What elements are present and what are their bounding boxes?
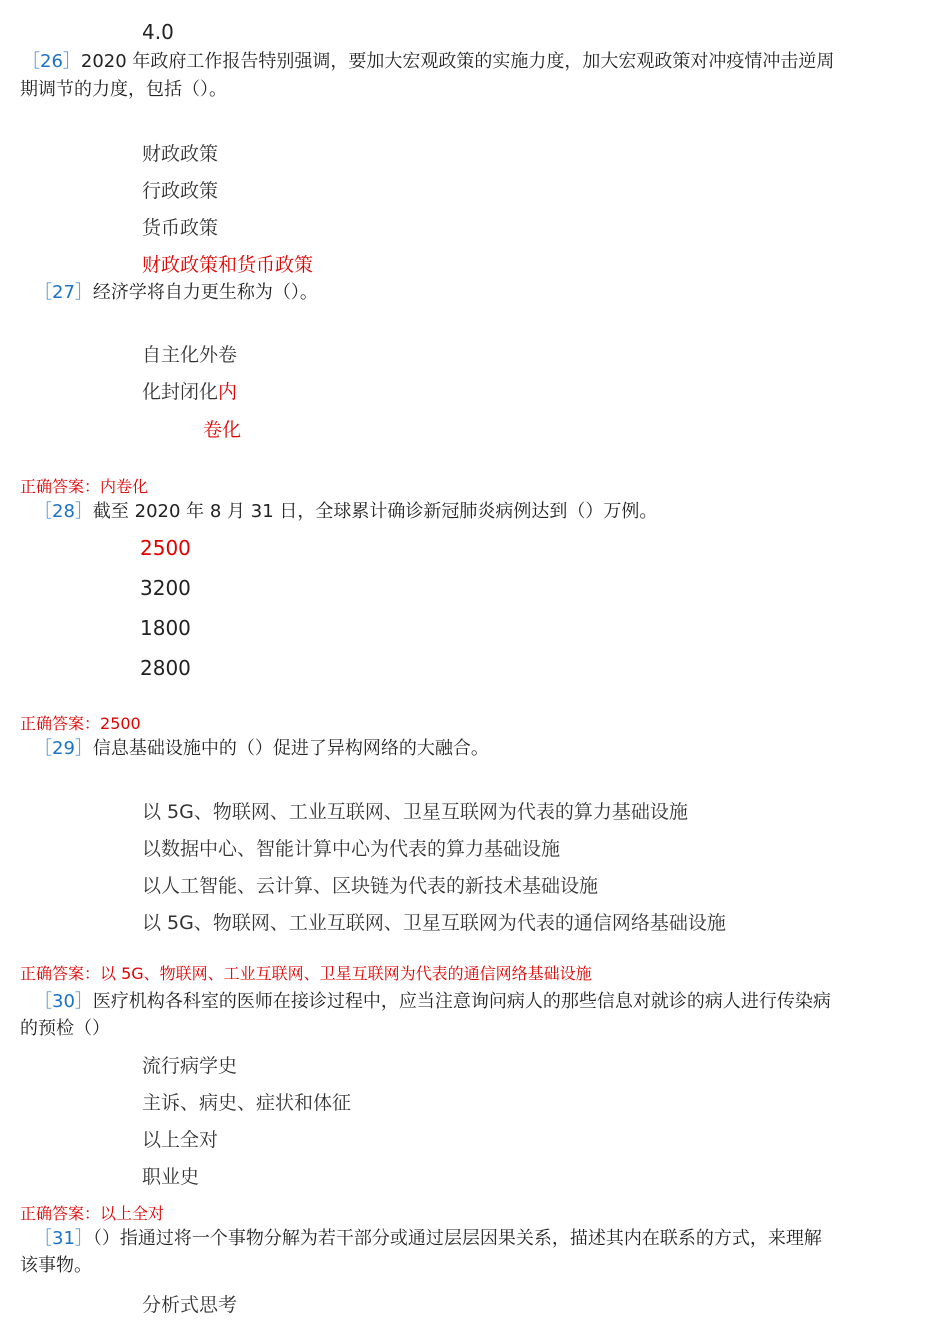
question-27-number: ［27］: [34, 282, 93, 303]
question-26-option-highlighted[interactable]: 财政政策和货币政策: [142, 254, 314, 276]
question-28-text: 截至 2020 年 8 月 31 日，全球累计确诊新冠肺炎病例达到（）万例。: [92, 501, 658, 522]
question-30-line2: 的预检（）: [20, 1018, 110, 1039]
question-28-correct-answer: [20, 711, 141, 734]
question-26-text: 2020 年政府工作报告特别强调，要加大宏观政策的实施力度，加大宏观政策对冲疫情冲击逆周: [80, 51, 835, 72]
question-29-option[interactable]: 以 5G、物联网、工业互联网、卫星互联网为代表的通信网络基础设施: [142, 912, 726, 934]
question-30-option[interactable]: 流行病学史: [142, 1055, 238, 1077]
question-31-line2: 该事物。: [20, 1255, 92, 1276]
question-31-text: （）指通过将一个事物分解为若干部分或通过层层因果关系，描述其内在联系的方式，来理解: [92, 1228, 822, 1249]
question-28-line1: [34, 497, 657, 523]
question-29-option[interactable]: 以人工智能、云计算、区块链为代表的新技术基础设施: [142, 875, 599, 897]
correct-answer-value: 2500: [100, 714, 141, 733]
question-30-correct-answer: [20, 1201, 164, 1224]
question-30-line1: [34, 987, 831, 1013]
question-26-line1: [22, 47, 834, 73]
question-31-number: ［31］: [34, 1228, 93, 1249]
question-27-option[interactable]: 自主化外卷: [142, 344, 238, 366]
question-26-option[interactable]: 货币政策: [142, 217, 219, 239]
question-29-line1: [34, 734, 489, 760]
question-27-option-answer-fragment[interactable]: 卷化: [203, 419, 242, 441]
question-27-correct-answer: [20, 474, 148, 497]
question-29-option[interactable]: 以数据中心、智能计算中心为代表的算力基础设施: [142, 838, 561, 860]
question-26-line2: 期调节的力度，包括（）。: [20, 79, 227, 100]
question-27-option-answer-fragment: 内: [218, 381, 238, 403]
question-28-number: ［28］: [34, 501, 93, 522]
correct-answer-label: 正确答案：: [20, 714, 101, 733]
question-27-text: 经济学将自力更生称为（）。: [92, 282, 318, 303]
question-30-option[interactable]: 职业史: [142, 1166, 200, 1188]
question-29-correct-answer: [20, 961, 592, 984]
question-27-option[interactable]: [142, 377, 237, 404]
question-26-number: ［26］: [22, 51, 81, 72]
question-28-option[interactable]: 3200: [140, 576, 191, 600]
question-29-text: 信息基础设施中的（）促进了异构网络的大融合。: [92, 738, 489, 759]
question-30-option[interactable]: 以上全对: [142, 1129, 219, 1151]
correct-answer-value: 以 5G、物联网、工业互联网、卫星互联网为代表的通信网络基础设施: [100, 964, 592, 983]
question-28-option-highlighted[interactable]: 2500: [140, 536, 191, 560]
correct-answer-value: 以上全对: [100, 1204, 165, 1223]
question-27-line1: [34, 278, 318, 304]
question-28-option[interactable]: 1800: [140, 616, 191, 640]
question-31-line1: [34, 1224, 822, 1250]
correct-answer-value: 内卷化: [100, 477, 149, 496]
question-30-number: ［30］: [34, 991, 93, 1012]
correct-answer-label: 正确答案：: [20, 477, 101, 496]
question-26-option[interactable]: 行政政策: [142, 180, 219, 202]
question-30-option[interactable]: 主诉、病史、症状和体征: [142, 1092, 352, 1114]
question-28-option[interactable]: 2800: [140, 656, 191, 680]
correct-answer-label: 正确答案：: [20, 1204, 101, 1223]
question-29-number: ［29］: [34, 738, 93, 759]
question-31-option[interactable]: 分析式思考: [142, 1294, 238, 1316]
question-26-option[interactable]: 财政政策: [142, 143, 219, 165]
question-29-option[interactable]: 以 5G、物联网、工业互联网、卫星互联网为代表的算力基础设施: [142, 801, 688, 823]
question-27-option-text: 化封闭化: [142, 381, 219, 403]
page-lead-value: 4.0: [142, 20, 174, 44]
correct-answer-label: 正确答案：: [20, 964, 101, 983]
question-30-text: 医疗机构各科室的医师在接诊过程中，应当注意询问病人的那些信息对就诊的病人进行传染病: [92, 991, 831, 1012]
